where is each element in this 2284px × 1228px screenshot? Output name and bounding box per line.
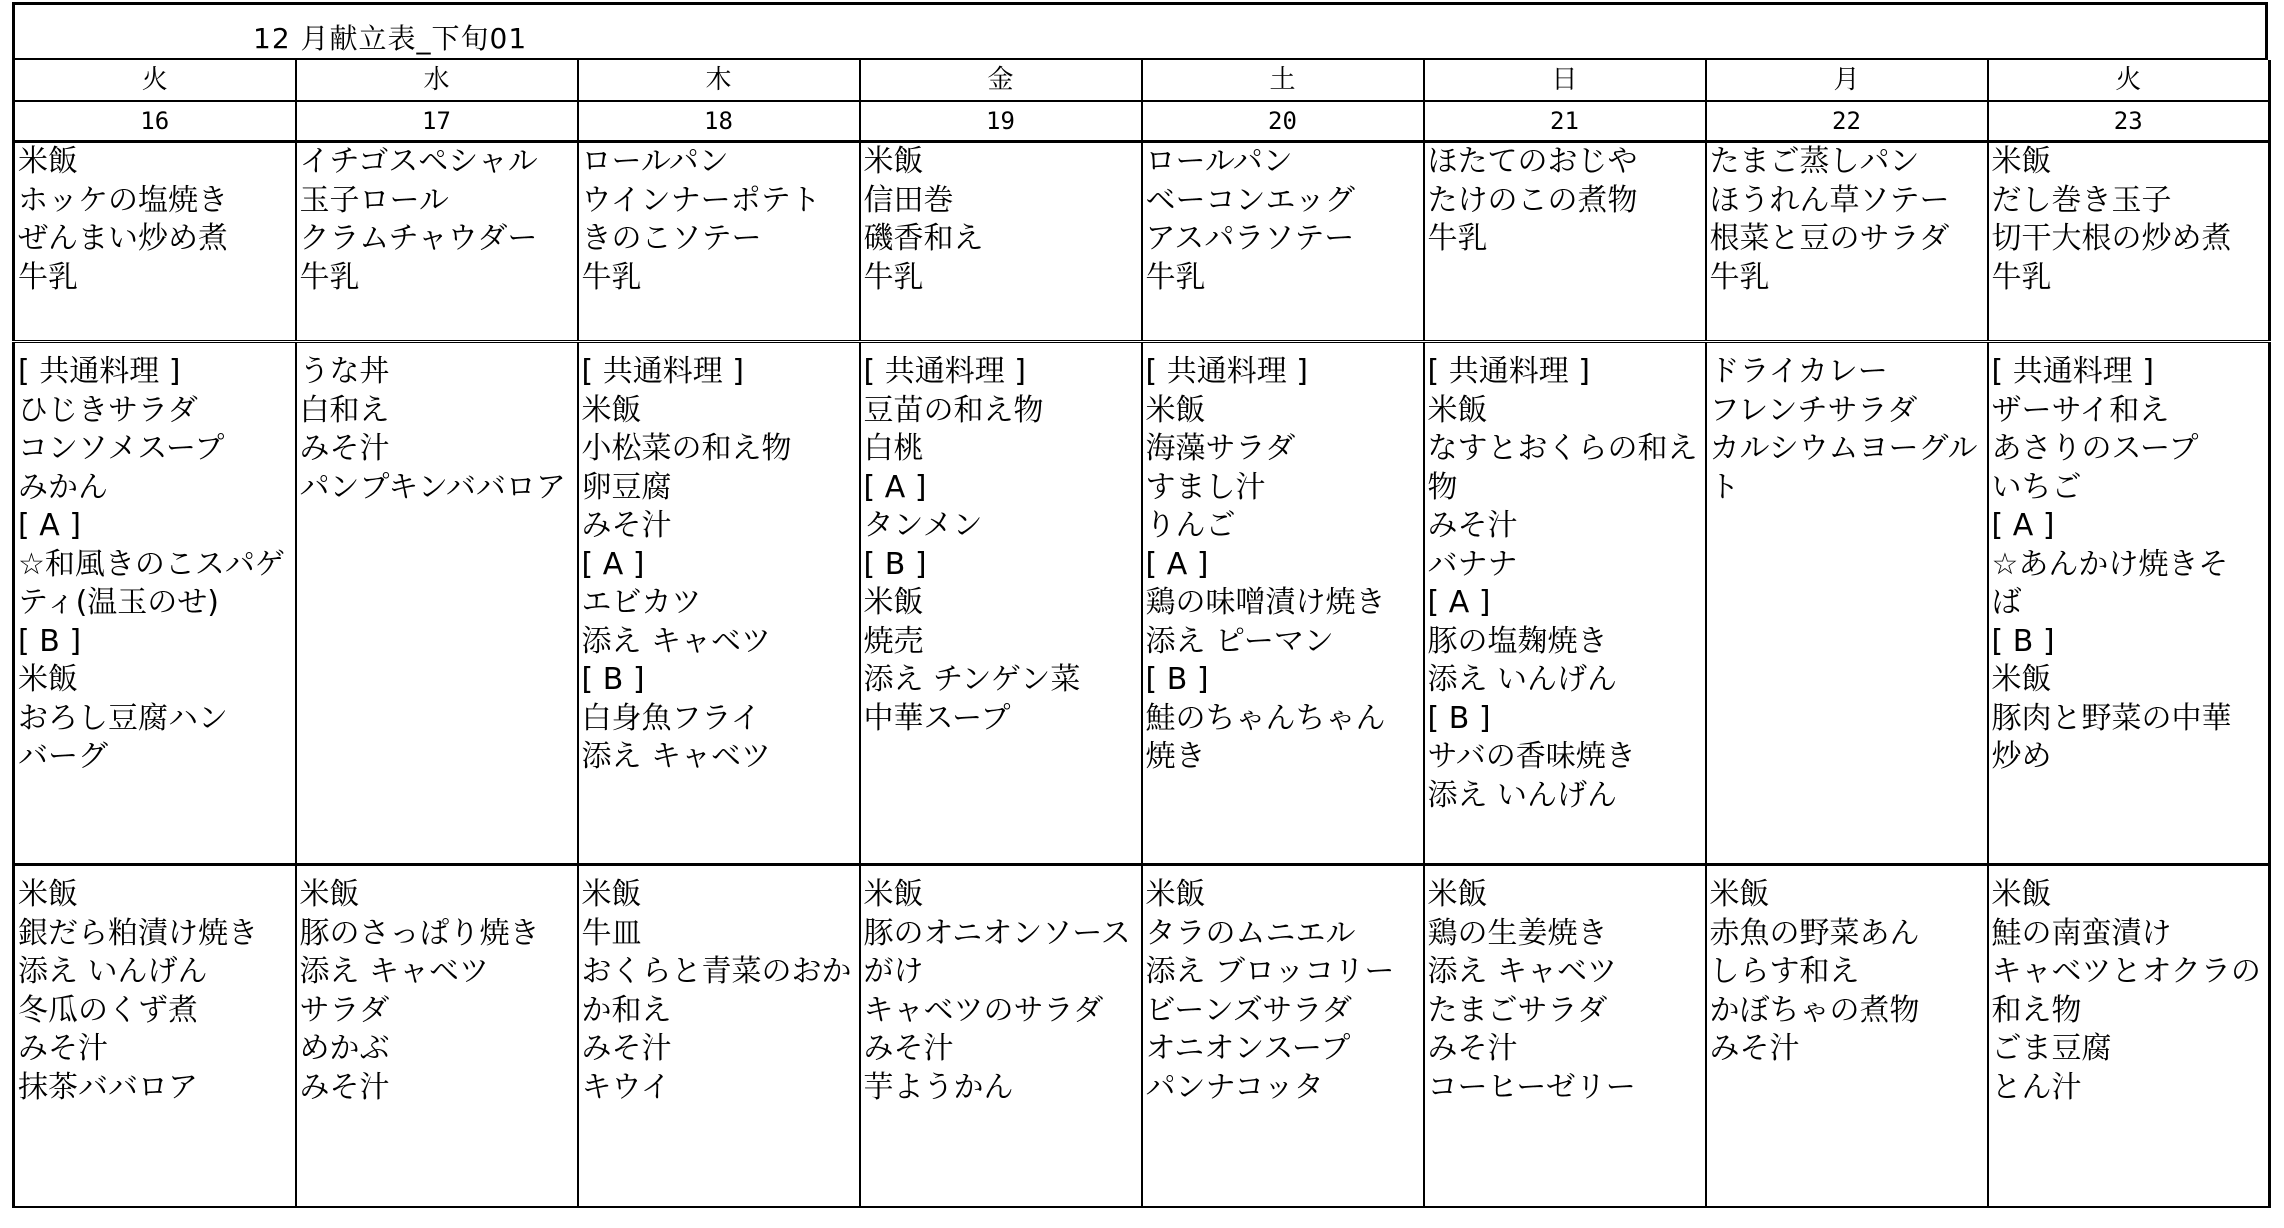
menu-item: 添え キャベツ xyxy=(1427,954,1618,989)
menu-item: 牛乳 xyxy=(863,259,924,295)
menu-item: かぼちゃの煮物 xyxy=(1709,992,1920,1028)
breakfast-cell xyxy=(1988,142,2270,342)
spacer-cell xyxy=(14,342,296,354)
menu-item: カルシウムヨーグル xyxy=(1709,431,1978,466)
breakfast-cell xyxy=(860,142,1142,342)
menu-item: 銀だら粕漬け焼き xyxy=(18,915,258,951)
menu-item: 磯香和え xyxy=(863,221,984,256)
menu-item: ☆あんかけ焼きそ xyxy=(1991,546,2229,582)
spacer-cell xyxy=(296,865,578,877)
menu-item: たまごサラダ xyxy=(1427,992,1608,1028)
menu-item: 米飯 xyxy=(581,877,642,912)
lunch-cell xyxy=(14,353,296,865)
menu-item: [ 共通料理 ] xyxy=(1145,354,1308,389)
lunch-cell xyxy=(1988,353,2270,865)
menu-item: 牛乳 xyxy=(299,259,360,295)
menu-item: 白桃 xyxy=(863,431,924,466)
menu-item: 根菜と豆のサラダ xyxy=(1709,221,1950,256)
menu-item: 添え ピーマン xyxy=(1145,623,1334,659)
menu-item: ビーンズサラダ xyxy=(1145,992,1352,1028)
menu-item: とん汁 xyxy=(1991,1069,2082,1105)
menu-item: ☆和風きのこスパゲ xyxy=(18,546,285,582)
menu-item: 牛乳 xyxy=(1709,259,1770,295)
menu-item: [ A ] xyxy=(581,546,645,582)
menu-item: おくらと青菜のおか xyxy=(581,954,852,989)
spacer-cell xyxy=(1988,865,2270,877)
menu-item: [ A ] xyxy=(1427,585,1491,620)
menu-item: [ B ] xyxy=(581,662,645,697)
date-cell: 20 xyxy=(1142,101,1424,142)
menu-item: うな丼 xyxy=(299,354,390,389)
menu-item: パンプキンババロア xyxy=(299,469,566,505)
dinner-cell xyxy=(1706,876,1988,1207)
row-spacer xyxy=(14,342,2270,354)
menu-item: コーヒーゼリー xyxy=(1427,1069,1636,1105)
menu-item: 牛乳 xyxy=(1145,259,1206,295)
lunch-cell xyxy=(1142,353,1424,865)
breakfast-cell xyxy=(1706,142,1988,342)
row-spacer xyxy=(14,865,2270,877)
menu-item: [ 共通料理 ] xyxy=(1991,354,2154,389)
lunch-cell xyxy=(860,353,1142,865)
menu-item: みそ汁 xyxy=(1427,1031,1518,1066)
menu-item: [ A ] xyxy=(863,469,927,505)
spacer-cell xyxy=(14,865,296,877)
menu-item: サラダ xyxy=(299,992,390,1028)
spacer-cell xyxy=(860,865,1142,877)
spacer-cell xyxy=(1706,342,1988,354)
menu-item: ウインナーポテト xyxy=(581,182,821,218)
menu-item: オニオンスープ xyxy=(1145,1031,1351,1066)
menu-item: 切干大根の炒め煮 xyxy=(1991,221,2232,256)
menu-item: みそ汁 xyxy=(299,431,390,466)
menu-sheet xyxy=(12,2,2268,1208)
menu-item: りんご xyxy=(1145,508,1236,543)
menu-item: [ 共通料理 ] xyxy=(18,354,181,389)
breakfast-cell xyxy=(1424,142,1706,342)
menu-item: 牛乳 xyxy=(18,259,78,295)
weekday-cell: 水 xyxy=(296,60,578,101)
menu-item: 米飯 xyxy=(863,585,924,620)
spacer-cell xyxy=(1706,865,1988,877)
menu-item: バーグ xyxy=(18,739,108,774)
menu-item: 豚のさっぱり焼き xyxy=(299,915,540,951)
menu-item: みかん xyxy=(18,469,108,505)
spacer-cell xyxy=(578,865,860,877)
breakfast-row xyxy=(14,142,2270,342)
menu-item: 米飯 xyxy=(863,877,924,912)
menu-item: イチゴスペシャル xyxy=(299,144,538,179)
lunch-cell xyxy=(296,353,578,865)
lunch-cell xyxy=(1706,353,1988,865)
menu-item: 小松菜の和え物 xyxy=(581,431,792,466)
menu-item: 添え いんげん xyxy=(1427,777,1618,813)
menu-item: 米飯 xyxy=(1145,877,1206,912)
menu-item: みそ汁 xyxy=(581,1031,672,1066)
menu-item: 物 xyxy=(1427,469,1458,505)
weekday-cell: 月 xyxy=(1706,60,1988,101)
date-cell: 17 xyxy=(296,101,578,142)
menu-item: すまし汁 xyxy=(1145,469,1266,505)
menu-item: [ B ] xyxy=(1991,623,2055,659)
menu-item: だし巻き玉子 xyxy=(1991,182,2172,218)
menu-item: 添え キャベツ xyxy=(581,739,772,774)
dinner-cell xyxy=(578,876,860,1207)
menu-item: クラムチャウダー xyxy=(299,221,538,256)
menu-item: [ 共通料理 ] xyxy=(581,354,744,389)
menu-item: キャベツのサラダ xyxy=(863,992,1104,1028)
menu-item: 炒め xyxy=(1991,739,2052,774)
menu-item: タラのムニエル xyxy=(1145,915,1356,951)
menu-item: あさりのスープ xyxy=(1991,431,2199,466)
menu-item: 米飯 xyxy=(18,662,78,697)
spacer-cell xyxy=(1988,342,2270,354)
menu-item: 赤魚の野菜あん xyxy=(1709,915,1920,951)
menu-item: 添え キャベツ xyxy=(581,623,772,659)
menu-item: 牛乳 xyxy=(581,259,642,295)
menu-item: 米飯 xyxy=(1991,144,2052,179)
menu-item: サバの香味焼き xyxy=(1427,739,1636,774)
menu-item: ホッケの塩焼き xyxy=(18,182,228,218)
menu-item: 添え いんげん xyxy=(1427,662,1618,697)
spacer-cell xyxy=(1424,342,1706,354)
menu-item: 中華スープ xyxy=(863,700,1011,736)
menu-item: 米飯 xyxy=(1427,392,1488,428)
menu-item: 牛乳 xyxy=(1427,221,1488,256)
menu-item: たまご蒸しパン xyxy=(1709,144,1920,179)
date-cell: 19 xyxy=(860,101,1142,142)
page-title: 12 月献立表_下旬01 xyxy=(253,22,528,55)
menu-item: ば xyxy=(1991,585,2022,620)
menu-item: 鮭のちゃんちゃん xyxy=(1145,700,1386,736)
menu-item: たけのこの煮物 xyxy=(1427,182,1638,218)
menu-item: 豚の塩麹焼き xyxy=(1427,623,1608,659)
weekday-cell: 日 xyxy=(1424,60,1706,101)
menu-item: なすとおくらの和え xyxy=(1427,431,1698,466)
menu-item: ひじきサラダ xyxy=(18,392,198,428)
menu-item: [ B ] xyxy=(863,546,927,582)
menu-item: 焼き xyxy=(1145,739,1206,774)
weekday-cell: 金 xyxy=(860,60,1142,101)
menu-item: 焼売 xyxy=(863,623,924,659)
menu-item: いちご xyxy=(1991,469,2082,505)
spacer-cell xyxy=(1424,865,1706,877)
menu-item: がけ xyxy=(863,954,924,989)
spacer-cell xyxy=(1142,342,1424,354)
breakfast-cell xyxy=(296,142,578,342)
menu-item: 豚のオニオンソース xyxy=(863,915,1131,951)
menu-item: 卵豆腐 xyxy=(581,469,672,505)
menu-item: 添え いんげん xyxy=(18,954,208,989)
menu-item: ザーサイ和え xyxy=(1991,392,2170,428)
menu-item: 添え キャベツ xyxy=(299,954,490,989)
date-cell: 22 xyxy=(1706,101,1988,142)
weekday-cell: 火 xyxy=(1988,60,2270,101)
date-cell: 16 xyxy=(14,101,296,142)
menu-item: ロールパン xyxy=(1145,144,1293,179)
dinner-cell xyxy=(860,876,1142,1207)
menu-table xyxy=(12,60,2271,1208)
lunch-cell xyxy=(578,353,860,865)
menu-item: ぜんまい炒め煮 xyxy=(18,221,228,256)
menu-item: 米飯 xyxy=(18,144,78,179)
dinner-cell xyxy=(296,876,578,1207)
menu-item: みそ汁 xyxy=(1427,508,1518,543)
spacer-cell xyxy=(1142,865,1424,877)
menu-item: 冬瓜のくず煮 xyxy=(18,992,198,1028)
menu-item: 白和え xyxy=(299,392,390,428)
menu-item: 白身魚フライ xyxy=(581,700,761,736)
spacer-cell xyxy=(296,342,578,354)
lunch-row xyxy=(14,353,2270,865)
menu-item: ベーコンエッグ xyxy=(1145,182,1355,218)
menu-item: ティ(温玉のせ) xyxy=(18,585,220,620)
menu-item: [ B ] xyxy=(1427,700,1491,736)
menu-item: パンナコッタ xyxy=(1145,1069,1324,1105)
menu-item: アスパラソテー xyxy=(1145,221,1355,256)
lunch-cell xyxy=(1424,353,1706,865)
dinner-cell xyxy=(1424,876,1706,1207)
menu-item: [ B ] xyxy=(1145,662,1209,697)
menu-item: 鶏の生姜焼き xyxy=(1427,915,1608,951)
menu-item: みそ汁 xyxy=(1709,1031,1800,1066)
menu-item: 米飯 xyxy=(1709,877,1770,912)
menu-item: コンソメスープ xyxy=(18,431,225,466)
menu-item: 信田巻 xyxy=(863,182,954,218)
breakfast-cell xyxy=(578,142,860,342)
menu-item: [ A ] xyxy=(1991,508,2055,543)
weekday-cell: 土 xyxy=(1142,60,1424,101)
spacer-cell xyxy=(578,342,860,354)
menu-item: 米飯 xyxy=(1145,392,1206,428)
menu-item: か和え xyxy=(581,992,672,1028)
dinner-cell xyxy=(1988,876,2270,1207)
date-row xyxy=(14,101,2270,142)
menu-item: ロールパン xyxy=(581,144,729,179)
menu-item: 牛乳 xyxy=(1991,259,2052,295)
menu-item: 豆苗の和え物 xyxy=(863,392,1044,428)
menu-item: タンメン xyxy=(863,508,983,543)
date-cell: 23 xyxy=(1988,101,2270,142)
menu-item: フレンチサラダ xyxy=(1709,392,1918,428)
date-cell: 21 xyxy=(1424,101,1706,142)
menu-item: 鮭の南蛮漬け xyxy=(1991,915,2172,951)
menu-item: 米飯 xyxy=(1991,877,2052,912)
menu-item: 米飯 xyxy=(863,144,924,179)
menu-item: キウイ xyxy=(581,1069,671,1105)
dinner-row xyxy=(14,876,2270,1207)
menu-item: 米飯 xyxy=(299,877,360,912)
dinner-cell xyxy=(14,876,296,1207)
menu-item: 海藻サラダ xyxy=(1145,431,1296,466)
menu-item: 鶏の味噌漬け焼き xyxy=(1145,585,1386,620)
menu-item: ごま豆腐 xyxy=(1991,1031,2112,1066)
menu-item: 豚肉と野菜の中華 xyxy=(1991,700,2232,736)
menu-item: めかぶ xyxy=(299,1031,390,1066)
menu-item: ほたてのおじや xyxy=(1427,144,1638,179)
menu-item: バナナ xyxy=(1427,546,1518,582)
weekday-cell: 木 xyxy=(578,60,860,101)
menu-item: みそ汁 xyxy=(299,1069,390,1105)
menu-item: [ B ] xyxy=(18,623,82,659)
menu-item: しらす和え xyxy=(1709,954,1860,989)
menu-item: 米飯 xyxy=(581,392,642,428)
menu-item: 米飯 xyxy=(18,877,78,912)
menu-item: 和え物 xyxy=(1991,992,2082,1028)
menu-item: 芋ようかん xyxy=(863,1069,1014,1105)
menu-item: きのこソテー xyxy=(581,221,762,256)
menu-item: ト xyxy=(1709,469,1740,505)
menu-item: ほうれん草ソテー xyxy=(1709,182,1950,218)
menu-item: 抹茶ババロア xyxy=(18,1069,198,1105)
menu-item: [ 共通料理 ] xyxy=(1427,354,1590,389)
dinner-cell xyxy=(1142,876,1424,1207)
menu-item: 玉子ロール xyxy=(299,182,449,218)
menu-item: 牛皿 xyxy=(581,915,642,951)
menu-item: 米飯 xyxy=(1427,877,1488,912)
menu-item: [ A ] xyxy=(1145,546,1209,582)
menu-item: エビカツ xyxy=(581,585,702,620)
title-row xyxy=(12,2,2268,60)
weekday-cell: 火 xyxy=(14,60,296,101)
menu-item: 米飯 xyxy=(1991,662,2052,697)
spacer-cell xyxy=(860,342,1142,354)
breakfast-cell xyxy=(1142,142,1424,342)
menu-item: 添え ブロッコリー xyxy=(1145,954,1395,989)
menu-item: キャベツとオクラの xyxy=(1991,954,2261,989)
menu-item: ドライカレー xyxy=(1709,354,1888,389)
date-cell: 18 xyxy=(578,101,860,142)
menu-item: [ A ] xyxy=(18,508,82,543)
menu-item: おろし豆腐ハン xyxy=(18,700,228,736)
menu-item: みそ汁 xyxy=(863,1031,954,1066)
menu-item: みそ汁 xyxy=(581,508,672,543)
menu-item: [ 共通料理 ] xyxy=(863,354,1026,389)
breakfast-cell xyxy=(14,142,296,342)
weekday-row xyxy=(14,60,2270,101)
menu-item: 添え チンゲン菜 xyxy=(863,662,1081,697)
menu-item: みそ汁 xyxy=(18,1031,108,1066)
